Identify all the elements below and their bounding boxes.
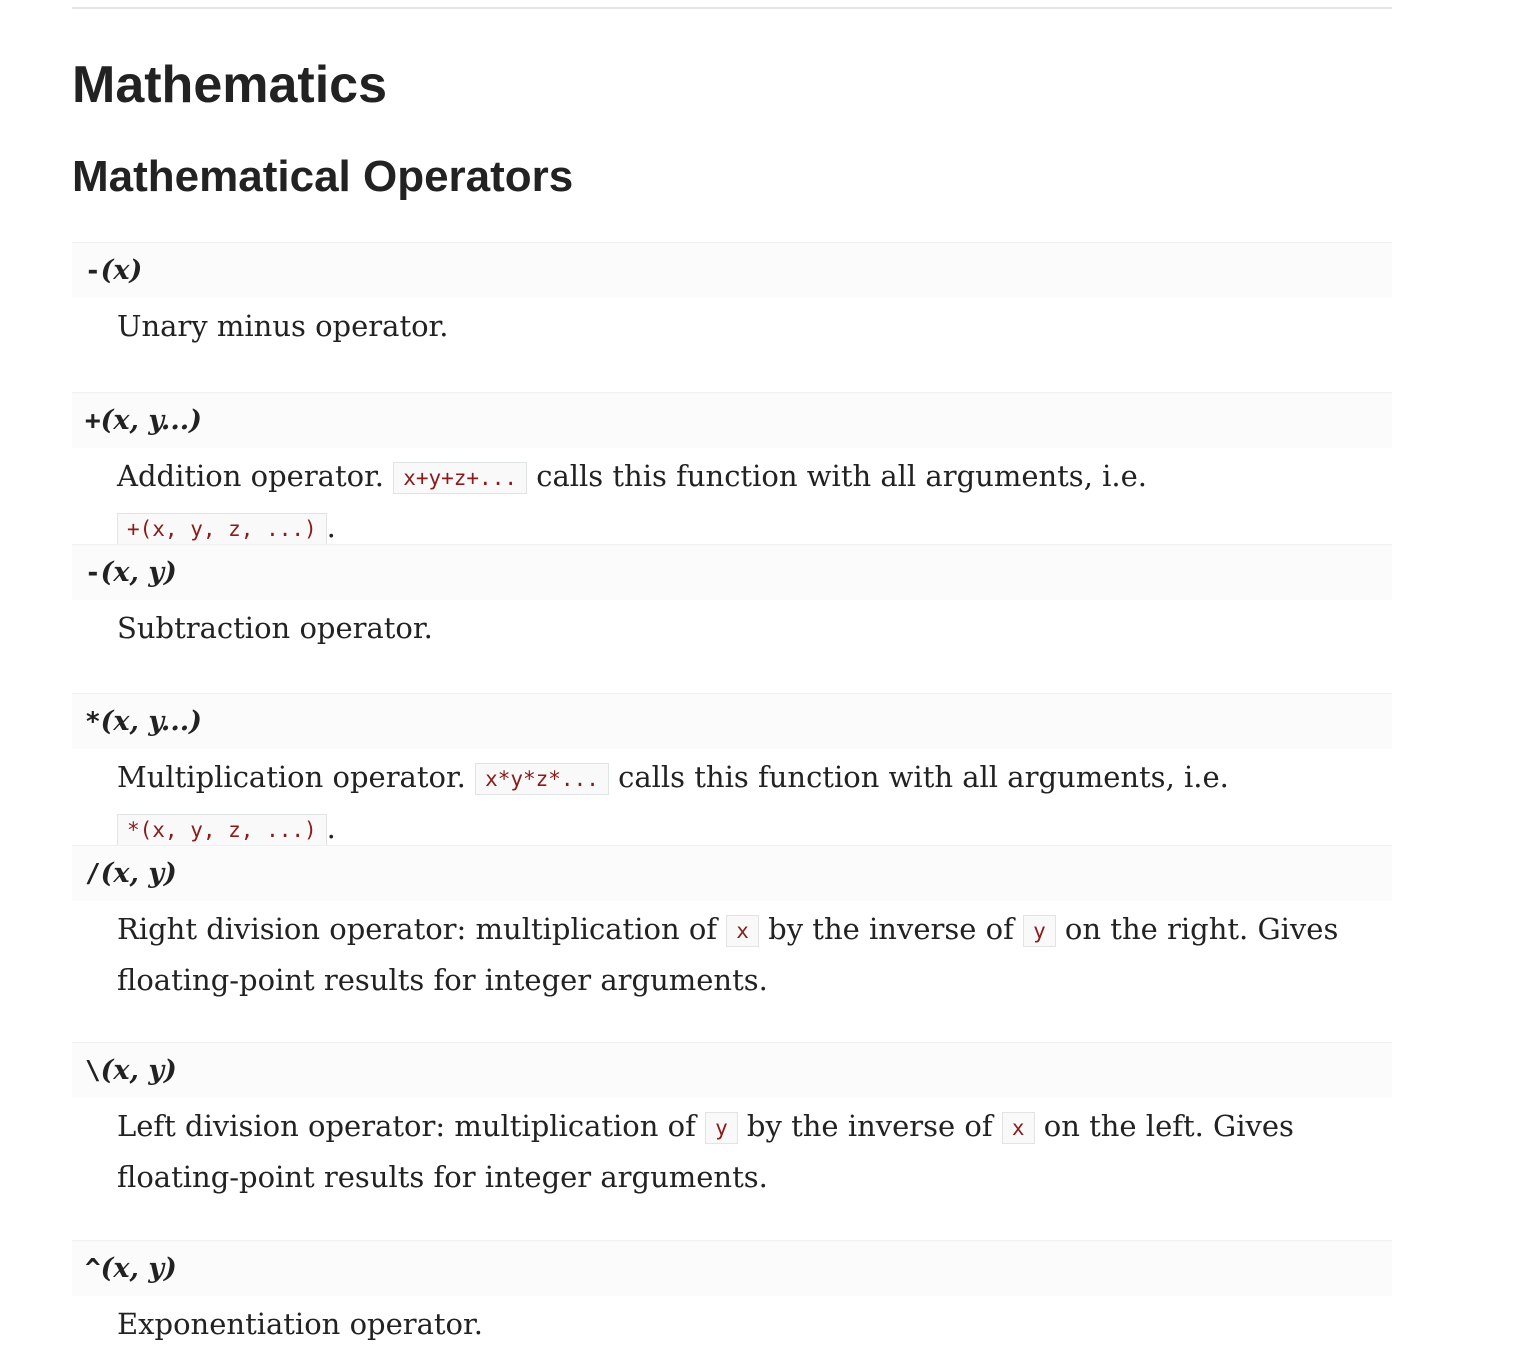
operator-symbol: + <box>85 405 101 436</box>
operator-arguments: (x, y) <box>100 1253 177 1284</box>
operator-arguments: (x) <box>100 255 143 286</box>
operator-arguments: (x, y) <box>100 1055 177 1086</box>
function-signature[interactable] <box>72 544 1392 600</box>
description-text: Exponentiation operator. <box>117 1307 483 1341</box>
description-text: Left division operator: multiplication of <box>117 1109 706 1143</box>
operator-symbol: \ <box>85 1055 101 1086</box>
operator-symbol: / <box>85 858 101 889</box>
description-text: Right division operator: multiplication of <box>117 912 727 946</box>
description-text: calls this function with all arguments, i.e. <box>527 459 1148 493</box>
inline-code: y <box>705 1112 738 1144</box>
inline-code: +(x, y, z, ...) <box>117 513 327 545</box>
top-divider <box>72 7 1392 9</box>
operator-entry <box>72 392 1392 554</box>
operator-description <box>72 901 1347 1004</box>
operator-description <box>72 448 1347 554</box>
operator-entry <box>72 1240 1392 1348</box>
operator-arguments: (x, y...) <box>100 706 202 737</box>
description-text: on the left. Gives floating-point results for integer arguments. <box>117 1109 1294 1194</box>
operator-arguments: (x, y) <box>100 858 177 889</box>
operator-symbol: * <box>85 706 101 737</box>
function-signature[interactable] <box>72 392 1392 448</box>
operator-symbol: ^ <box>85 1253 101 1284</box>
operator-entry <box>72 845 1392 1004</box>
operator-entry <box>72 1042 1392 1201</box>
description-text: Unary minus operator. <box>117 309 449 343</box>
page-title: Mathematics <box>72 56 387 114</box>
inline-code: x <box>1002 1112 1035 1144</box>
operator-entry <box>72 693 1392 855</box>
inline-code: y <box>1023 915 1056 947</box>
function-signature[interactable] <box>72 1042 1392 1098</box>
operator-arguments: (x, y) <box>100 557 177 588</box>
operator-symbol: - <box>85 255 101 286</box>
description-text: on the right. Gives floating-point results for integer arguments. <box>117 912 1339 997</box>
operator-description <box>72 1296 1347 1348</box>
operator-description <box>72 298 1347 350</box>
operator-entry <box>72 544 1392 652</box>
operator-description <box>72 1098 1347 1201</box>
operator-description <box>72 600 1347 652</box>
operator-arguments: (x, y...) <box>100 405 202 436</box>
inline-code: x <box>726 915 759 947</box>
function-signature[interactable] <box>72 845 1392 901</box>
description-text: calls this function with all arguments, i.e. <box>608 760 1229 794</box>
section-heading: Mathematical Operators <box>72 152 574 201</box>
function-signature[interactable] <box>72 1240 1392 1296</box>
description-text: . <box>326 811 336 845</box>
inline-code: x*y*z*... <box>475 763 609 795</box>
operator-symbol: - <box>85 557 101 588</box>
description-text: by the inverse of <box>758 912 1024 946</box>
description-text: Multiplication operator. <box>117 760 476 794</box>
inline-code: x+y+z+... <box>393 462 527 494</box>
inline-code: *(x, y, z, ...) <box>117 814 327 846</box>
function-signature[interactable] <box>72 693 1392 749</box>
description-text: by the inverse of <box>737 1109 1002 1143</box>
description-text: . <box>326 510 336 544</box>
function-signature[interactable] <box>72 242 1392 298</box>
description-text: Subtraction operator. <box>117 611 433 645</box>
description-text: Addition operator. <box>117 459 394 493</box>
operator-entry <box>72 242 1392 350</box>
operator-description <box>72 749 1347 855</box>
